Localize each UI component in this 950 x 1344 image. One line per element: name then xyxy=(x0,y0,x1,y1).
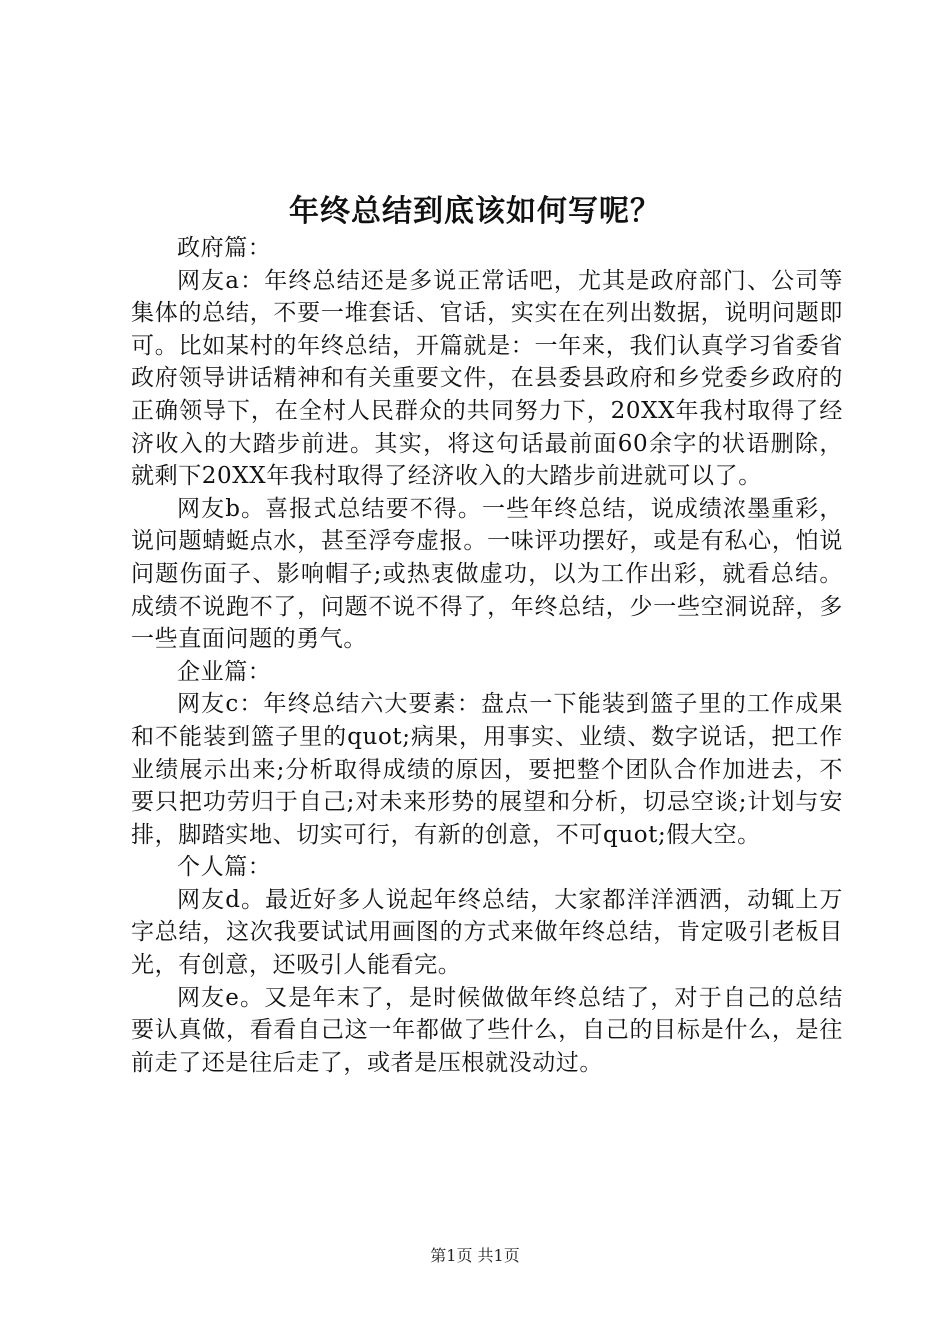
paragraph-netizen-b: 网友b。喜报式总结要不得。一些年终总结，说成绩浓墨重彩，说问题蜻蜓点水，甚至浮夸虚报。一味评功摆好，或是有私心，怕说问题伤面子、影响帽子;或热衷做虚功，以为工作出彩，就看总结。成绩不说跑不了，问题不说不得了，年终总结，少一些空洞说辞，多一些直面问题的勇气。 xyxy=(131,495,843,653)
section-heading-government: 政府篇： xyxy=(177,235,272,261)
page-footer: 第1页 共1页 xyxy=(430,1246,520,1265)
section-heading-enterprise: 企业篇： xyxy=(177,658,272,685)
paragraph-netizen-d: 网友d。最近好多人说起年终总结，大家都洋洋洒洒，动辄上万字总结，这次我要试试用画图的方式来做年终总结，肯定吸引老板目光，有创意，还吸引人能看完。 xyxy=(131,886,843,979)
paragraph-netizen-e: 网友e。又是年末了，是时候做做年终总结了，对于自己的总结要认真做，看看自己这一年都做了些什么，自己的目标是什么，是往前走了还是往后走了，或者是压根就没动过。 xyxy=(131,984,843,1076)
paragraph-netizen-a: 网友a：年终总结还是多说正常话吧，尤其是政府部门、公司等集体的总结，不要一堆套话、官话，实实在在列出数据，说明问题即可。比如某村的年终总结，开篇就是：一年来，我们认真学习省委省政府领导讲话精神和有关重要文件，在县委县政府和乡党委乡政府的正确领导下，在全村人民群众的共同努力下，20XX年我村取得了经济收入的大踏步前进。其实，将这句话最前面60余字的状语删除，就剩下20XX年我村取得了经济收入的大踏步前进就可以了。 xyxy=(131,267,843,490)
paragraph-netizen-c: 网友c：年终总结六大要素：盘点一下能装到篮子里的工作成果和不能装到篮子里的quot;病果，用事实、业绩、数字说话，把工作业绩展示出来;分析取得成绩的原因，要把整个团队合作加进去，不要只把功劳归于自己;对未来形势的展望和分析，切忌空谈;计划与安排，脚踏实地、切实可行，有新的创意，不可quot;假大空。 xyxy=(131,691,843,848)
document-title: 年终总结到底该如何写呢？ xyxy=(289,194,661,229)
document-body xyxy=(131,232,843,1079)
section-heading-personal: 个人篇： xyxy=(177,854,272,881)
